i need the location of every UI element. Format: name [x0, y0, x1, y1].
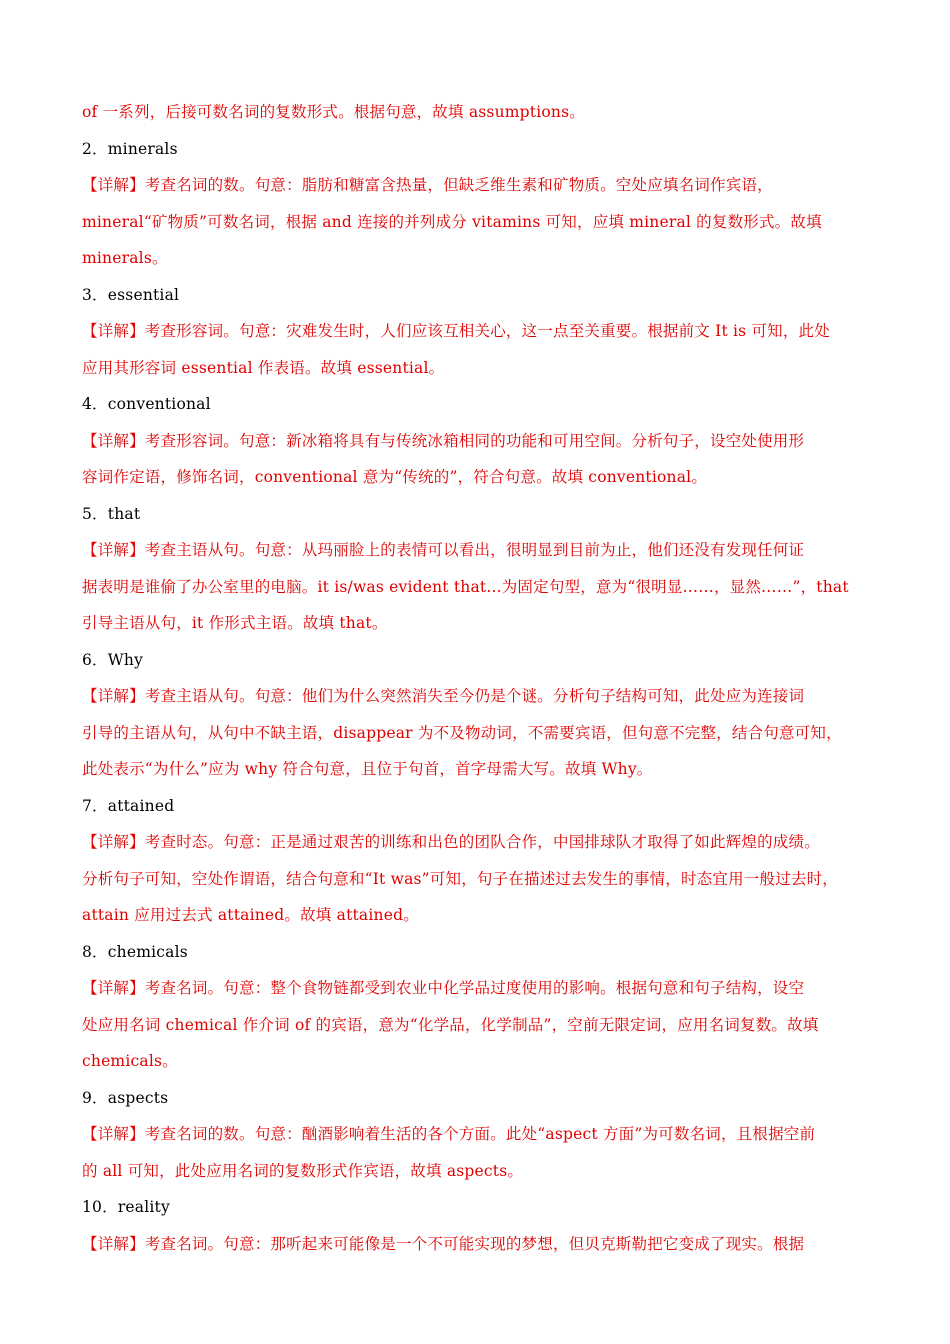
detail-line: mineral“矿物质”可数名词，根据 and 连接的并列成分 vitamins 可知，应填 mineral 的复数形式。故填 — [82, 212, 822, 231]
answer-line: 2．minerals — [82, 139, 178, 158]
detail-line: 【详解】考查名词的数。句意：酗酒影响着生活的各个方面。此处“aspect 方面”为可数名词，且根据空前 — [82, 1125, 816, 1143]
detail-line: 【详解】考查形容词。句意：灾难发生时，人们应该互相关心，这一点至关重要。根据前文 It is 可知，此处 — [82, 322, 830, 340]
detail-line: 应用其形容词 essential 作表语。故填 essential。 — [82, 358, 445, 377]
answer-line: 4．conventional — [82, 395, 211, 413]
answer-line: 6．Why — [82, 650, 144, 669]
answer-line: 7．attained — [82, 796, 175, 815]
detail-line: 【详解】考查主语从句。句意：他们为什么突然消失至今仍是个谜。分析句子结构可知，此处应为连接词 — [82, 687, 805, 705]
detail-line: of 一系列，后接可数名词的复数形式。根据句意，故填 assumptions。 — [82, 103, 585, 121]
answer-line: 9．aspects — [82, 1088, 169, 1107]
detail-line: 【详解】考查名词的数。句意：脂肪和糖富含热量，但缺乏维生素和矿物质。空处应填名词作宾语， — [82, 176, 773, 194]
detail-line: 处应用名词 chemical 作介词 of 的宾语，意为“化学品，化学制品”，空前无限定词，应用名词复数。故填 — [82, 1015, 819, 1034]
answer-line: 3．essential — [82, 285, 180, 304]
detail-line: chemicals。 — [82, 1052, 178, 1070]
answer-line: 10．reality — [82, 1198, 170, 1216]
detail-line: 【详解】考查名词。句意：那听起来可能像是一个不可能实现的梦想，但贝克斯勒把它变成了现实。根据 — [82, 1234, 805, 1253]
detail-line: 引导主语从句，it 作形式主语。故填 that。 — [82, 614, 388, 632]
answer-line: 8．chemicals — [82, 942, 188, 961]
detail-line: 【详解】考查时态。句意：正是通过艰苦的训练和出色的团队合作，中国排球队才取得了如此辉煌的成绩。 — [82, 833, 820, 851]
answer-explanations — [82, 94, 882, 1262]
detail-line: 容词作定语，修饰名词，conventional 意为“传统的”，符合句意。故填 conventional。 — [82, 468, 708, 486]
detail-line: 引导的主语从句，从句中不缺主语，disappear 为不及物动词，不需要宾语，但句意不完整，结合句意可知， — [82, 723, 842, 742]
detail-line: attain 应用过去式 attained。故填 attained。 — [82, 906, 419, 924]
detail-line: 【详解】考查形容词。句意：新冰箱将具有与传统冰箱相同的功能和可用空间。分析句子，设空处使用形 — [82, 431, 805, 450]
detail-line: 据表明是谁偷了办公室里的电脑。it is/was evident that...为固定句型，意为“很明显……，显然……”，that — [82, 577, 849, 596]
answer-line: 5．that — [82, 504, 141, 523]
detail-line: 【详解】考查主语从句。句意：从玛丽脸上的表情可以看出，很明显到目前为止，他们还没有发现任何证 — [82, 541, 805, 559]
detail-line: minerals。 — [82, 249, 168, 267]
detail-line: 分析句子可知，空处作谓语，结合句意和“It was”可知，句子在描述过去发生的事情，时态宜用一般过去时， — [82, 869, 838, 888]
detail-line: 【详解】考查名词。句意：整个食物链都受到农业中化学品过度使用的影响。根据句意和句子结构，设空 — [82, 979, 805, 997]
detail-line: 此处表示“为什么”应为 why 符合句意，且位于句首，首字母需大写。故填 Why。 — [82, 760, 653, 778]
detail-line: 的 all 可知，此处应用名词的复数形式作宾语，故填 aspects。 — [82, 1161, 524, 1180]
